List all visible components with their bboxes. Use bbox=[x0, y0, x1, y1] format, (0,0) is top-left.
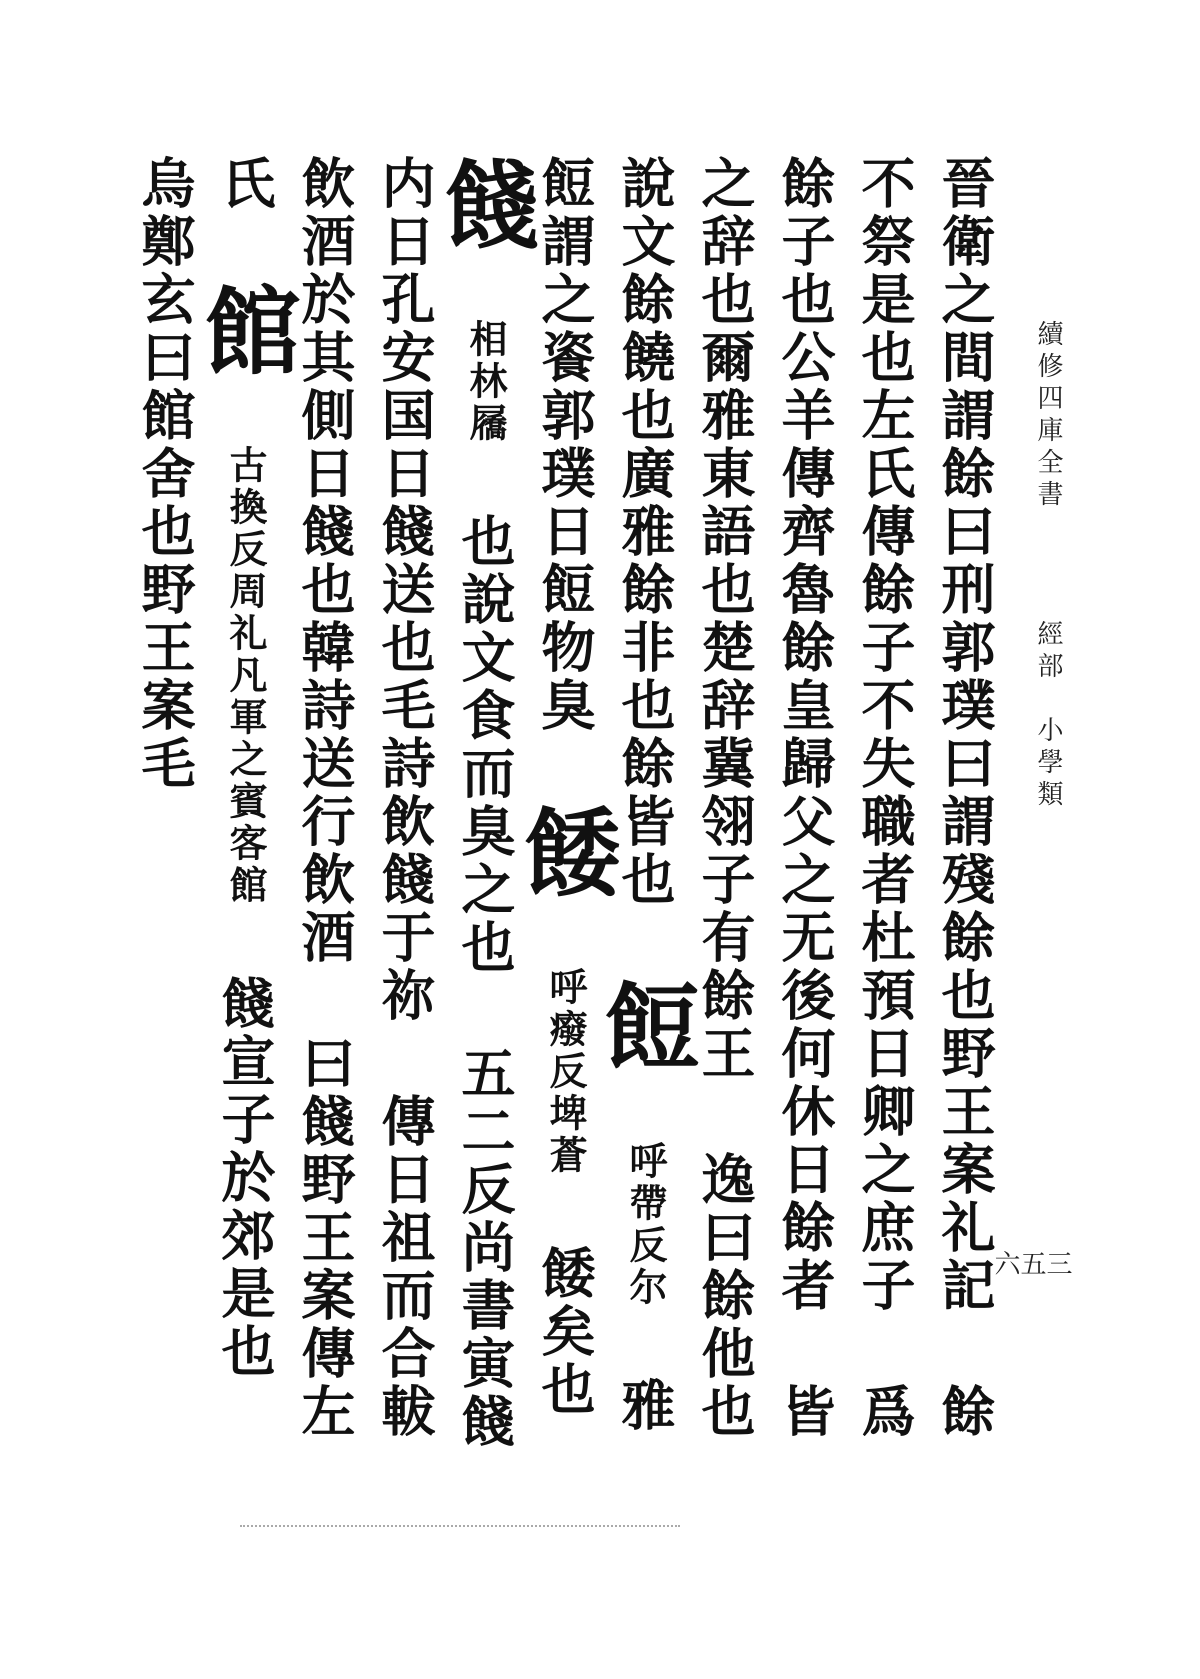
section-category: 經部 小學類 bbox=[1033, 620, 1063, 812]
gloss-note: 呼癈反埤蒼 bbox=[543, 967, 588, 1177]
headword: 餧 bbox=[509, 803, 622, 899]
text-column: 餧矣也 bbox=[533, 1245, 597, 1419]
text-column: 也說文食而臭之也 bbox=[453, 513, 517, 977]
text-column: 烏鄭玄曰館舍也野王案毛 bbox=[133, 155, 197, 793]
scan-smudge bbox=[240, 1525, 680, 1529]
page-number: 三五六 bbox=[990, 1250, 1072, 1282]
text-column: 晉衛之間謂餘曰刑郭璞曰謂殘餘也野王案礼記 bbox=[933, 155, 997, 1315]
text-column: 爲餘子也公羊傳齊魯餘皇歸父之无後何休日餘者 bbox=[773, 155, 917, 1441]
book-title: 續修四庫全書 bbox=[1033, 320, 1063, 512]
main-text-body bbox=[133, 155, 1005, 1485]
gloss-note: 呼帶反尔 bbox=[623, 1141, 668, 1309]
gloss-note: 相林屩 bbox=[463, 319, 508, 445]
headword: 餖 bbox=[589, 977, 702, 1073]
text-column: 傳日祖而合軷飲酒於其側日餞也韓詩送行飲酒 bbox=[293, 155, 437, 1441]
text-column: 雅餖謂之餈郭璞日餖物臭 bbox=[533, 155, 677, 1435]
text-column: 皆之辞也爾雅東語也楚辞冀翎子有餘王 bbox=[693, 155, 837, 1441]
headword: 館 bbox=[189, 281, 302, 377]
text-column: 五二反尚書寅餞内日孔安国日餞送也毛詩飲餞于祢 bbox=[373, 155, 517, 1451]
text-column: 逸曰餘他也說文餘饒也廣雅餘非也餘皆也 bbox=[613, 155, 757, 1441]
text-column: 曰餞野王案傳左氏 bbox=[213, 155, 357, 1441]
text-column: 餞宣子於郊是也 bbox=[213, 975, 277, 1381]
gloss-note: 古換反周礼凡軍之賓客館 bbox=[223, 445, 268, 907]
page-margin-header bbox=[990, 320, 1072, 1282]
text-column: 餘不祭是也左氏傳餘子不失職者杜預日卿之庶子 bbox=[853, 155, 997, 1441]
headword: 餞 bbox=[429, 155, 542, 251]
